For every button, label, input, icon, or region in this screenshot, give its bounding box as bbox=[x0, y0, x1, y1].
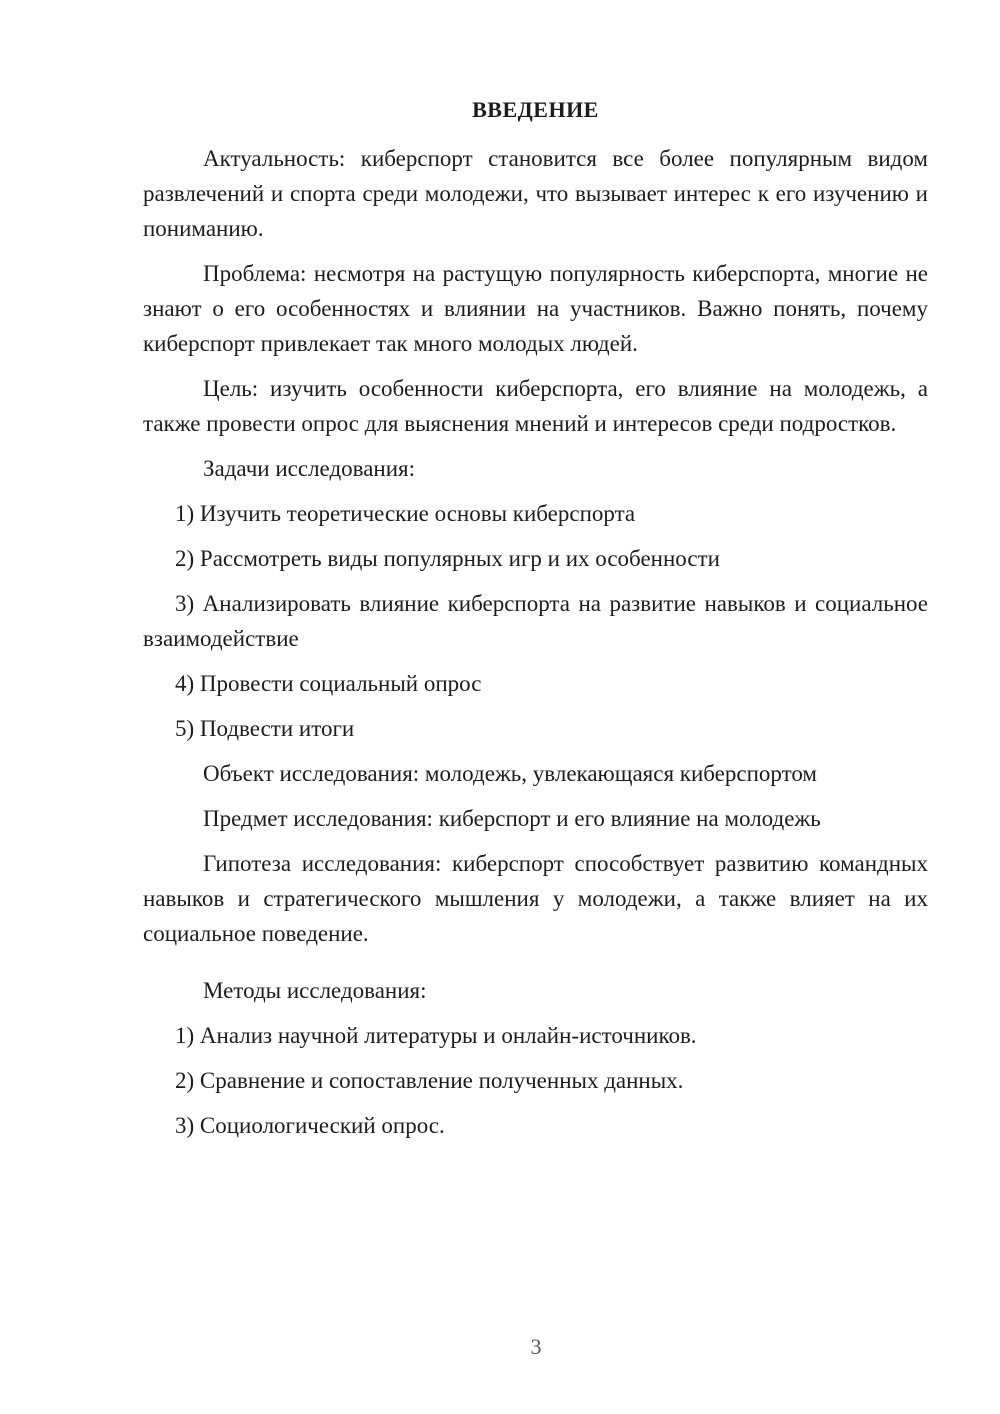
method-item: 3) Социологический опрос. bbox=[175, 1113, 445, 1138]
task-item: 2) Рассмотреть виды популярных игр и их особенности bbox=[175, 546, 720, 571]
page-title: ВВЕДЕНИЕ bbox=[472, 97, 599, 122]
subject-paragraph: Предмет исследования: киберспорт и его влияние на молодежь bbox=[203, 806, 821, 831]
object-paragraph: Объект исследования: молодежь, увлекающаяся киберспортом bbox=[203, 761, 817, 786]
page-number: 3 bbox=[530, 1334, 542, 1359]
document-body bbox=[143, 92, 928, 1153]
methods-heading: Методы исследования: bbox=[203, 978, 427, 1003]
relevance-paragraph: Актуальность: киберспорт становится все более популярным видом развлечений и спорта среди молодежи, что вызывает интерес к его изучению и пониманию. bbox=[143, 146, 928, 241]
task-item: 3) Анализировать влияние киберспорта на развитие навыков и социальное взаимодействие bbox=[143, 591, 928, 651]
tasks-heading: Задачи исследования: bbox=[203, 456, 416, 481]
goal-paragraph: Цель: изучить особенности киберспорта, его влияние на молодежь, а также провести опрос для выяснения мнений и интересов среди подростков. bbox=[143, 376, 928, 436]
method-item: 2) Сравнение и сопоставление полученных данных. bbox=[175, 1068, 684, 1093]
task-item: 5) Подвести итоги bbox=[175, 716, 355, 741]
task-item: 1) Изучить теоретические основы киберспорта bbox=[175, 501, 636, 526]
hypothesis-paragraph: Гипотеза исследования: киберспорт способствует развитию командных навыков и стратегического мышления у молодежи, а также влияет на их социальное поведение. bbox=[143, 851, 928, 946]
task-item: 4) Провести социальный опрос bbox=[175, 671, 482, 696]
method-item: 1) Анализ научной литературы и онлайн-источников. bbox=[175, 1023, 697, 1048]
problem-paragraph: Проблема: несмотря на растущую популярность киберспорта, многие не знают о его особенностях и влиянии на участников. Важно понять, почему киберспорт привлекает так много молодых людей. bbox=[143, 261, 928, 356]
